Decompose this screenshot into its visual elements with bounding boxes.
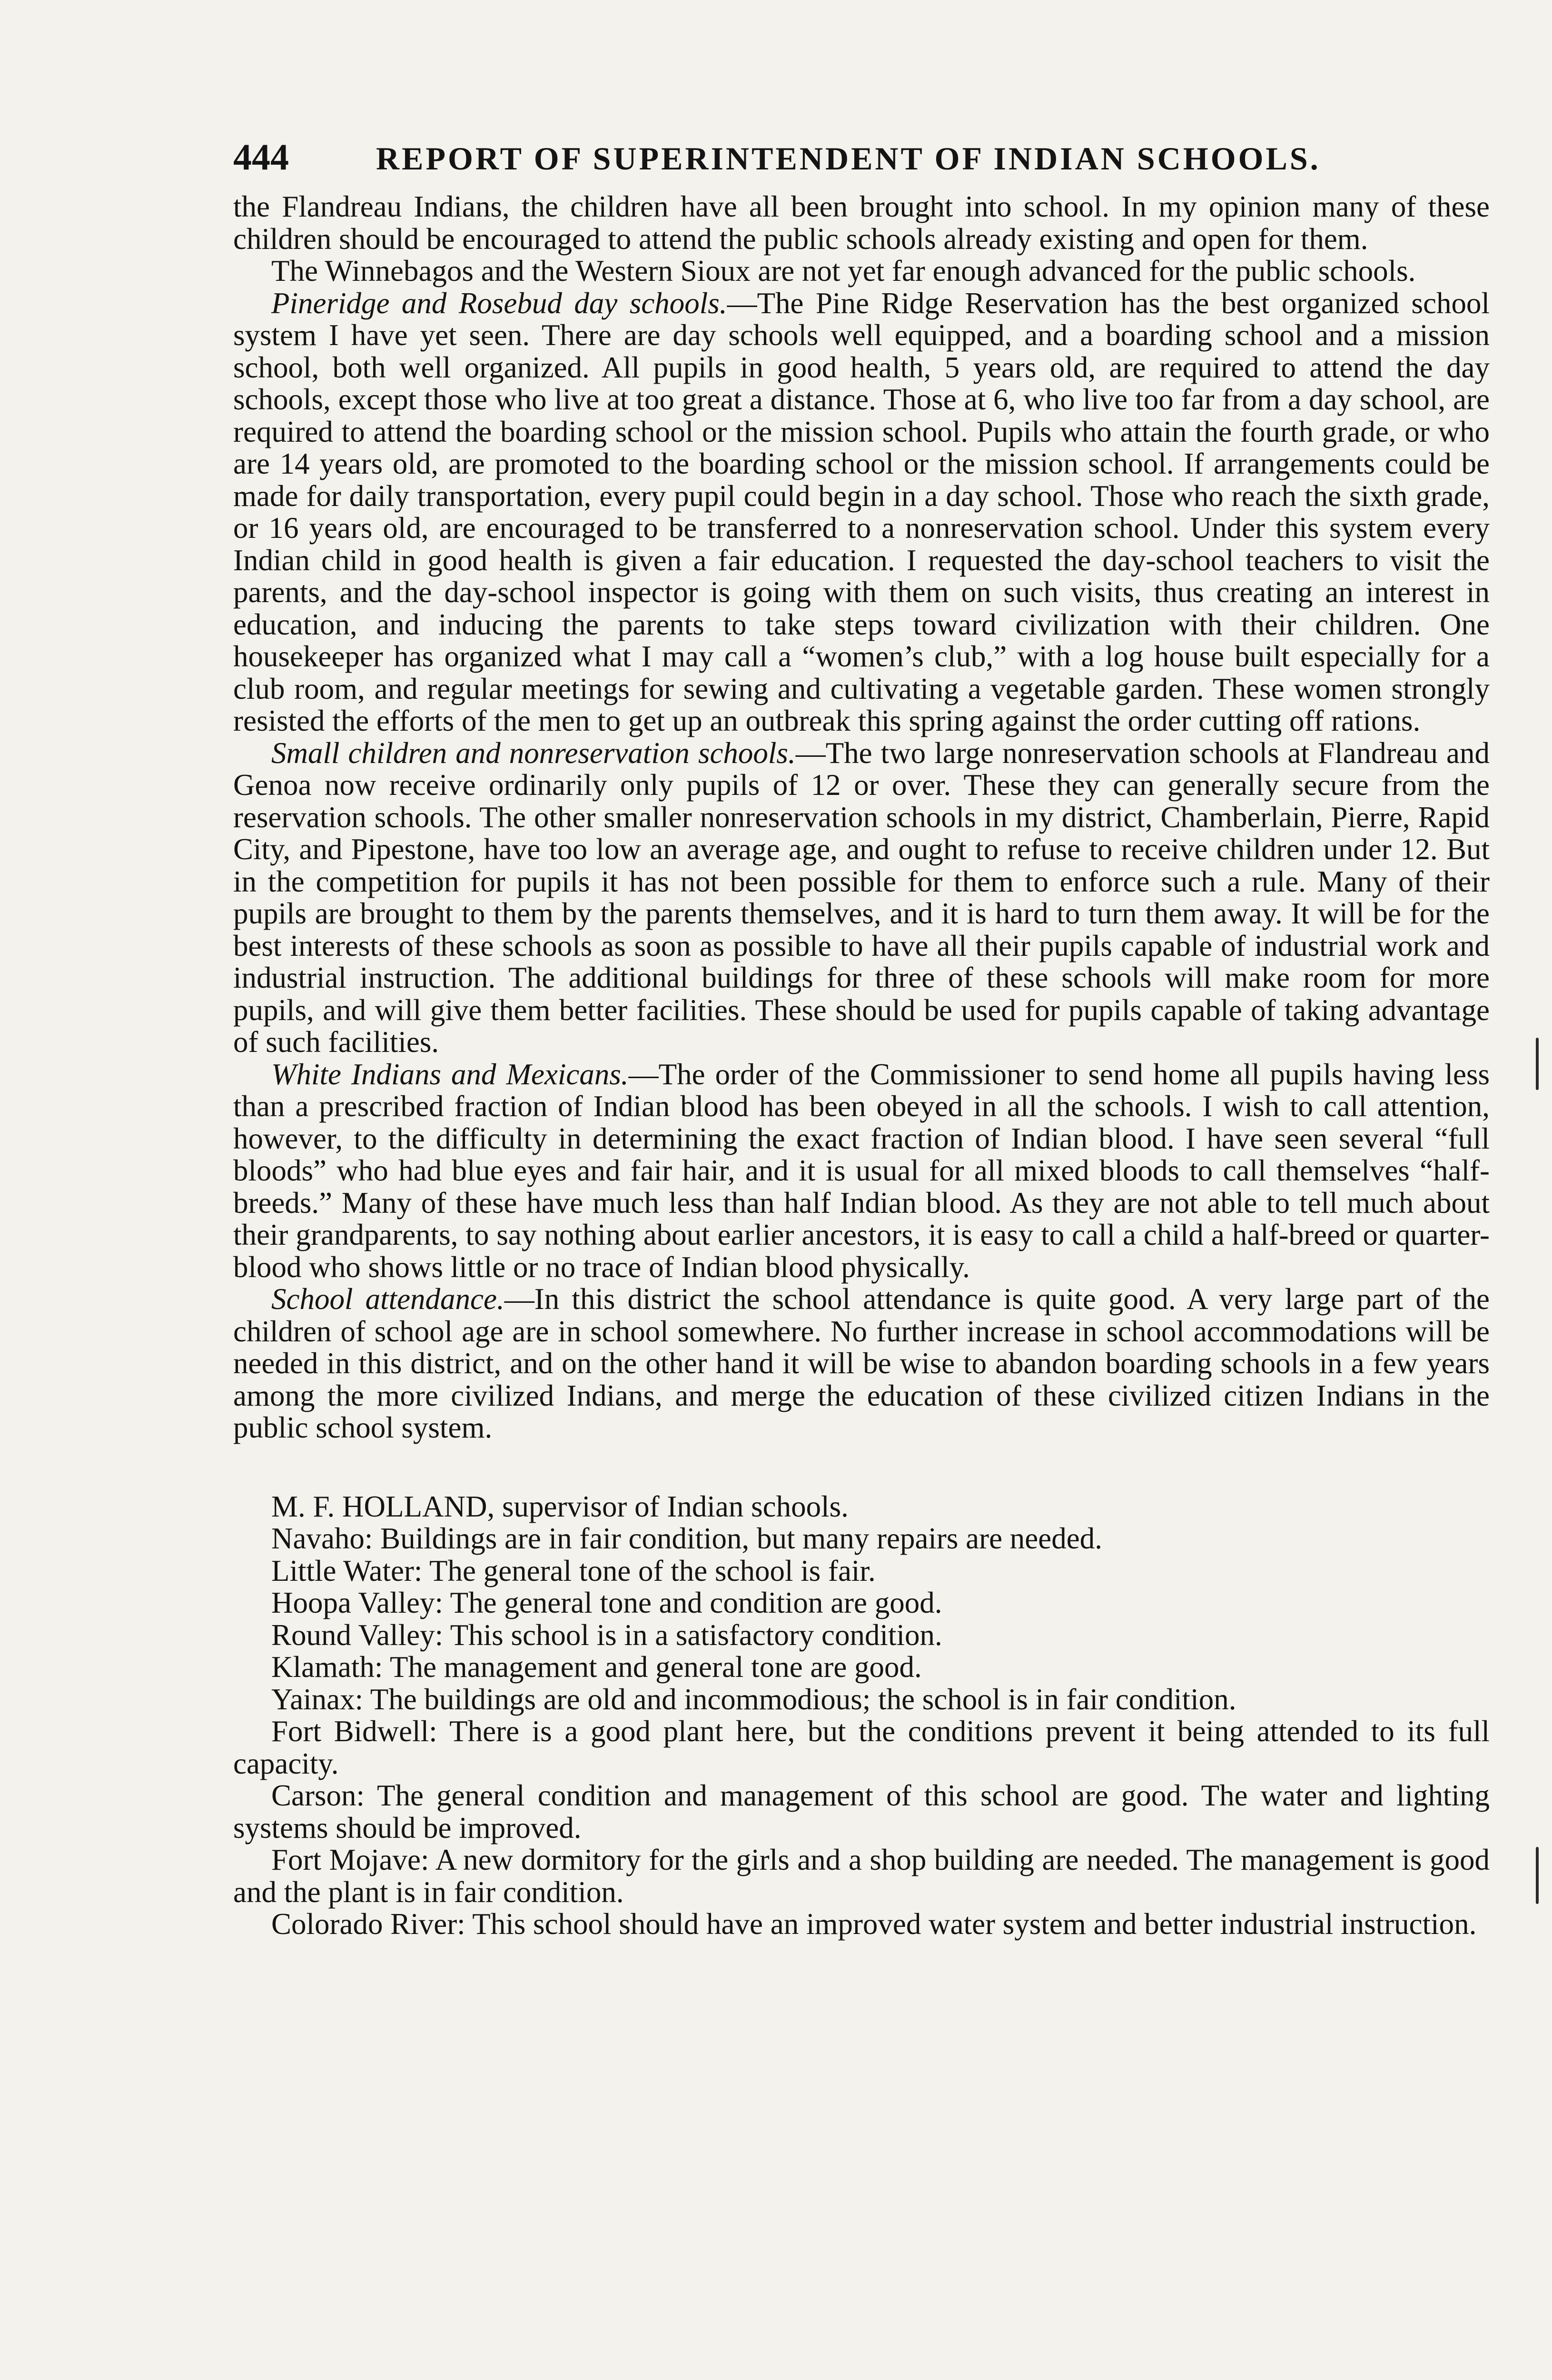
paragraph-text: —In this district the school attendance is quite good. A very large part of the children of school age are in school somewhere. No further increase in school accommodations will be needed in this district, and on the other hand it will be wise to abandon boarding schools in a few years among the more civilized Indians, and merge the education of these civilized citizen Indians in the public school system. — [233, 1282, 1490, 1444]
scan-edge-mark — [1536, 1038, 1539, 1090]
document-page — [233, 138, 1490, 1941]
paragraph-school-attendance — [233, 1283, 1490, 1444]
scan-edge-mark — [1536, 1847, 1539, 1904]
school-entry-navaho: Navaho: Buildings are in fair condition, but many repairs are needed. — [271, 1522, 1102, 1555]
page-number: 444 — [233, 136, 289, 178]
section-caption: Small children and nonreservation schools. — [271, 736, 796, 770]
paragraph-small-children — [233, 737, 1490, 1059]
supervisor-initials: M. F. H — [271, 1489, 364, 1523]
paragraph-flandreau — [233, 191, 1490, 255]
school-entry-little-water: Little Water: The general tone of the school is fair. — [271, 1554, 876, 1587]
school-entry-hoopa-valley: Hoopa Valley: The general tone and condition are good. — [271, 1586, 942, 1619]
paragraph-text: the Flandreau Indians, the children have all been brought into school. In my opinion many of these children should be encouraged to attend the public schools already existing and open for them. — [233, 190, 1490, 256]
page-header — [233, 138, 1490, 178]
paragraph-text: —The order of the Commissioner to send home all pupils having less than a prescribed fraction of Indian blood has been obeyed in all the schools. I wish to call attention, however, to the difficulty in determining the exact fraction of Indian blood. I have seen several “full bloods” who had blue eyes and fair hair, and it is usual for all mixed bloods to call themselves “half-breeds.” Many of these have much less than half Indian blood. As they are not able to tell much about their grandparents, to say nothing about earlier ancestors, it is easy to call a child a half-breed or quarter-blood who shows little or no trace of Indian blood physically. — [233, 1057, 1490, 1284]
paragraph-winnebagos — [233, 255, 1490, 288]
school-entry-colorado-river: Colorado River: This school should have an improved water system and better industrial instruction. — [271, 1907, 1477, 1941]
school-entry-fort-bidwell: Fort Bidwell: There is a good plant here, but the conditions prevent it being attended to its full capacity. — [233, 1715, 1490, 1780]
supervisor-line — [233, 1491, 1490, 1523]
school-entry-klamath: Klamath: The management and general tone are good. — [271, 1650, 922, 1684]
paragraph-text: —The Pine Ridge Reservation has the best organized school system I have yet seen. There are day schools well equipped, and a boarding school and a mission school, both well organized. All pupils in good health, 5 years old, are required to attend the day schools, except those who live at too great a distance. Those at 6, who live too far from a day school, are required to attend the boarding school or the mission school. Pupils who attain the fourth grade, or who are 14 years old, are promoted to the boarding school or the mission school. If arrangements could be made for daily transportation, every pupil could begin in a day school. Those who reach the sixth grade, or 16 years old, are encouraged to be transferred to a nonreservation school. Under this system every Indian child in good health is given a fair education. I requested the day-school teachers to visit the parents, and the day-school inspector is going with them on such visits, thus creating an interest in education, and inducing the parents to take steps toward civilization with their children. One housekeeper has organized what I may call a “women’s club,” with a log house built especially for a club room, and regular meetings for sewing and cultivating a vegetable garden. These women strongly resisted the efforts of the men to get up an outbreak this spring against the order cutting off rations. — [233, 286, 1490, 737]
section-caption: School attendance. — [271, 1282, 504, 1316]
school-entry-yainax: Yainax: The buildings are old and incommodious; the school is in fair condition. — [271, 1682, 1236, 1716]
supervisor-title: , supervisor of Indian schools. — [487, 1489, 849, 1523]
running-head: REPORT OF SUPERINTENDENT OF INDIAN SCHOOLS. — [376, 140, 1321, 177]
supervisor-surname: OLLAND — [364, 1489, 487, 1523]
school-entry-round-valley: Round Valley: This school is in a satisfactory condition. — [271, 1618, 942, 1652]
school-entry-fort-mojave: Fort Mojave: A new dormitory for the girls and a shop building are needed. The management is good and the plant is in fair condition. — [233, 1843, 1490, 1909]
section-caption: White Indians and Mexicans. — [271, 1057, 629, 1091]
paragraph-text: —The two large nonreservation schools at Flandreau and Genoa now receive ordinarily only pupils of 12 or over. These they can generally secure from the reservation schools. The other smaller nonreservation schools in my district, Chamberlain, Pierre, Rapid City, and Pipestone, have too low an average age, and ought to refuse to receive children under 12. But in the competition for pupils it has not been possible for them to enforce such a rule. Many of their pupils are brought to them by the parents themselves, and it is hard to turn them away. It will be for the best interests of these schools as soon as possible to have all their pupils capable of industrial work and industrial instruction. The additional buildings for three of these schools will make room for more pupils, and will give them better facilities. These should be used for pupils capable of taking advantage of such facilities. — [233, 736, 1490, 1059]
paragraph-white-indians — [233, 1059, 1490, 1284]
paragraph-pineridge — [233, 288, 1490, 737]
section-gap — [233, 1444, 1490, 1491]
section-caption: Pineridge and Rosebud day schools. — [271, 286, 727, 320]
paragraph-text: The Winnebagos and the Western Sioux are not yet far enough advanced for the public schools. — [271, 254, 1416, 288]
school-entry-carson: Carson: The general condition and management of this school are good. The water and lighting systems should be improved. — [233, 1779, 1490, 1844]
